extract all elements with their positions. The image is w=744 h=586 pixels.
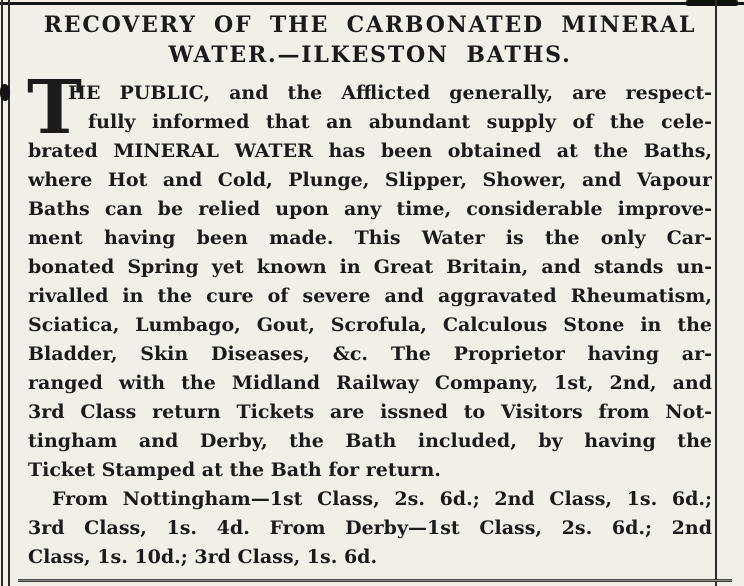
body-line: tingham and Derby, the Bath included, by having the — [28, 430, 712, 452]
body-line: ranged with the Midland Railway Company, 1st, 2nd, and — [28, 372, 712, 394]
headline-line-1: RECOVERY OF THE CARBONATED MINERAL — [43, 12, 697, 38]
top-rule — [0, 2, 744, 5]
body-line: Bladder, Skin Diseases, &c. The Proprietor having ar- — [28, 343, 712, 365]
body-line: Ticket Stamped at the Bath for return. — [28, 459, 441, 481]
body-paragraph — [27, 65, 712, 485]
body-line: brated MINERAL WATER has been obtained at the Baths, — [28, 140, 712, 162]
headline — [28, 10, 712, 70]
body-line: ment having been made. This Water is the only Car- — [28, 227, 712, 249]
body-line: Sciatica, Lumbago, Gout, Scrofula, Calculous Stone in the — [28, 314, 712, 336]
body-line: Baths can be relied upon any time, considerable improve- — [28, 198, 712, 220]
body-line: 3rd Class return Tickets are issned to Visitors from Not- — [28, 401, 712, 423]
bottom-rule — [18, 579, 732, 582]
drop-cap: T — [27, 65, 83, 151]
fares-line: Class, 1s. 10d.; 3rd Class, 1s. 6d. — [28, 546, 378, 568]
body-line: where Hot and Cold, Plunge, Slipper, Shower, and Vapour — [28, 169, 712, 191]
body-line: rivalled in the cure of severe and aggravated Rheumatism, — [28, 285, 712, 307]
top-rule-ink-mark — [686, 0, 738, 6]
fares-line: 3rd Class, 1s. 4d. From Derby—1st Class, 2s. 6d.; 2nd — [28, 517, 712, 539]
advert-content — [28, 10, 712, 572]
right-rule — [715, 0, 717, 586]
ink-smudge — [0, 84, 10, 101]
body-line: HE PUBLIC, and the Afflicted generally, are respect- — [68, 82, 712, 104]
headline-line-2: WATER.—ILKESTON BATHS. — [168, 42, 572, 68]
body-line: fully informed that an abundant supply of the cele- — [88, 111, 712, 133]
body-line: bonated Spring yet known in Great Britain, and stands un- — [28, 256, 712, 278]
fares-line: From Nottingham—1st Class, 2s. 6d.; 2nd Class, 1s. 6d.; — [52, 488, 712, 510]
fares-paragraph — [28, 485, 712, 572]
